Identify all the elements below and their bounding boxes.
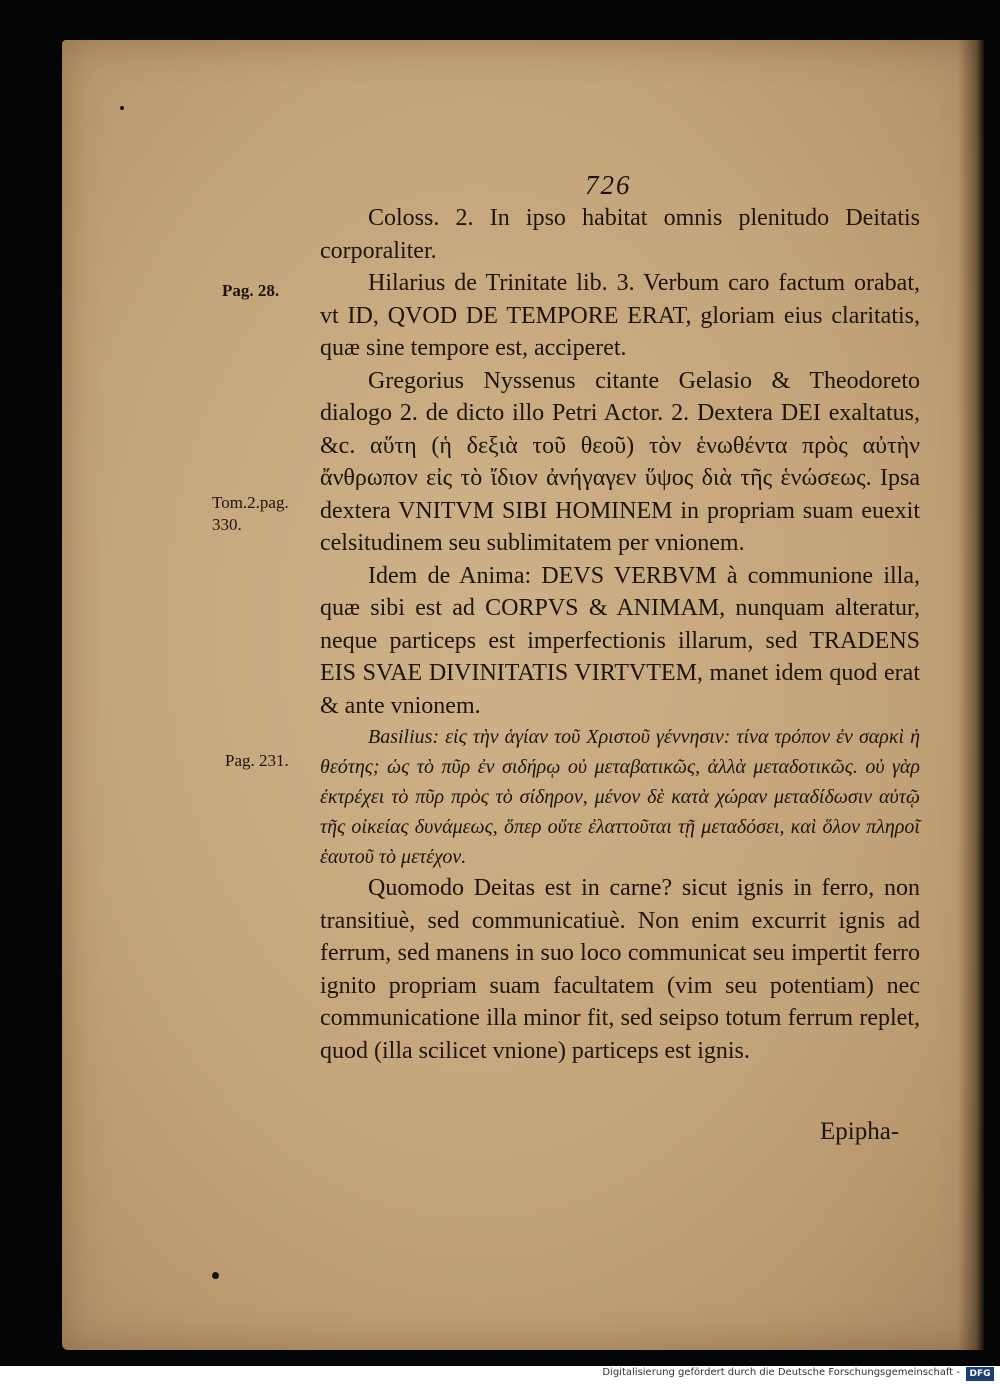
page-gutter-shadow [958,40,984,1350]
dfg-logo-badge: DFG [966,1367,994,1381]
paragraph-gregorius: Gregorius Nyssenus citante Gelasio & Theodoreto dialogo 2. de dicto illo Petri Actor. 2. Dextera DEI exaltatus, &c. αὕτη (ἡ δεξιὰ τοῦ θεοῦ) τὸν ἑνωθέντα πρὸς αὐτὴν ἄνθρωπον εἰς τὸ ἴδιον ἀνήγαγεν ὕψος διὰ τῆς ἑνώσεως. Ipsa dextera VNITVM SIBI HOMINEM in propriam suam euexit celsitudinem seu sublimitatem per vnionem. [320,367,920,556]
margin-note-tom-2: Tom.2.pag. 330. [212,493,289,534]
page-number: 726 [585,170,632,200]
margin-note-pag-28: Pag. 28. [222,281,280,300]
paragraph-colossians: Coloss. 2. In ipso habitat omnis plenitudo Deitatis corporaliter. [320,205,920,264]
catchword: Epipha- [820,1118,900,1145]
footer-credit: Digitalisierung gefördert durch die Deutsche Forschungsgemeinschaft - [602,1367,960,1378]
paragraph-basilius: Basilius: εἰς τὴν ἁγίαν τοῦ Χριστοῦ γέννησιν: τίνα τρόπον ἐν σαρκὶ ἡ θεότης; ὡς τὸ πῦρ ἐν σιδήρῳ οὐ μεταβατικῶς, ἀλλὰ μεταδοτικῶς. οὐ γὰρ ἐκτρέχει τὸ πῦρ πρὸς τὸ σίδηρον, μένον δὲ κατὰ χώραν μεταδίδωσιν αὐτῷ τῆς οἰκείας δυνάμεως, ὅπερ οὔτε ἐλαττοῦται τῇ μεταδόσει, καὶ ὅλον πληροῖ ἑαυτοῦ τὸ μετέχον. [320,726,920,868]
ink-speck [120,106,124,110]
margin-note-pag-231: Pag. 231. [225,751,289,770]
ink-speck [212,1272,219,1279]
paragraph-hilarius: Hilarius de Trinitate lib. 3. Verbum caro factum orabat, vt ID, QVOD DE TEMPORE ERAT, gloriam eius claritatis, quæ sine tempore est, acciperet. [320,270,920,361]
footer-bar [0,1366,1000,1384]
paragraph-quomodo: Quomodo Deitas est in carne? sicut ignis in ferro, non transitiuè, sed communicatiuè. Non enim excurrit ignis ad ferrum, sed manens in suo loco communicat seu impertit ferro ignito propriam suam facultatem (vim seu potentiam) nec communicatione illa minor fit, sed seipso totum ferrum replet, quod (illa scilicet vnione) particeps est ignis. [320,875,920,1064]
main-text [320,202,920,1067]
paragraph-idem-de-anima: Idem de Anima: DEVS VERBVM à communione illa, quæ sibi est ad CORPVS & ANIMAM, nunquam alteratur, neque particeps est imperfectionis illarum, sed TRADENS EIS SVAE DIVINITATIS VIRTVTEM, manet idem quod erat & ante vnionem. [320,562,920,719]
